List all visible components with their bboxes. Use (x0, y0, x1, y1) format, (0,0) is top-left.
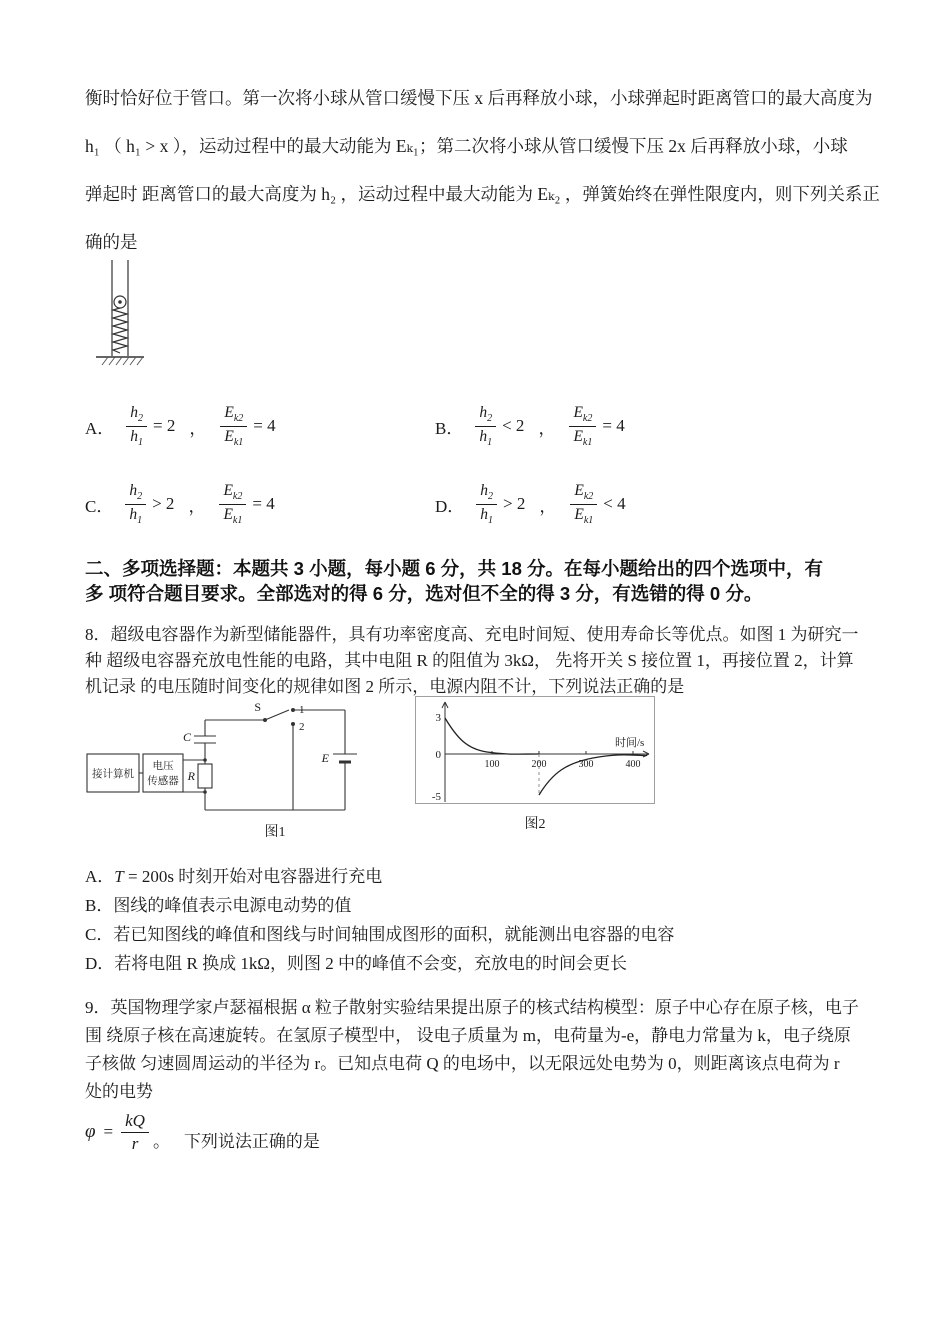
y-tick-3: 3 (435, 712, 441, 724)
resistor-label: R (187, 769, 195, 783)
voltage-time-graph (415, 696, 655, 833)
circuit-figure (85, 700, 375, 841)
x-tick-400: 400 (625, 759, 641, 770)
q7-option-c (85, 478, 435, 530)
position-1-label: 1 (299, 704, 305, 716)
computer-box-label: 接计算机 (92, 769, 134, 780)
x-tick-200: 200 (531, 759, 547, 770)
fraction-h2-h1: $\frac{h_2}{h_1}$ (126, 404, 147, 448)
q8-stem (85, 622, 890, 700)
x-tick-100: 100 (484, 759, 500, 770)
fraction-ek2-ek1: $\frac{E_{k2}}{E_{k1}}$ (570, 482, 597, 526)
switch-pivot (263, 718, 267, 722)
option-label: B． (435, 418, 464, 438)
graph-frame (416, 697, 655, 804)
fraction-ek2-ek1: $\frac{E_{k2}}{E_{k1}}$ (219, 482, 246, 526)
q9-stem-line-4: 处的电势 (85, 1082, 153, 1101)
fraction-kq-r: $\frac{kQ}{r}$ (121, 1111, 149, 1153)
x-axis-label: 时间/s (615, 737, 645, 749)
sensor-label-line1: 电压 (152, 761, 174, 772)
relation: = 2 (153, 416, 176, 435)
q7-stem-line-3: 弹起时 距离管口的最大高度为 h₂ ，运动过程中最大动能为 Eₖ₂ ，弹簧始终在弹性限度内，则下列关系正 (85, 184, 880, 204)
spring-icon (113, 308, 127, 353)
relation: = 4 (252, 494, 275, 513)
q8-stem-line-1: 8．超级电容器作为新型储能器件，具有功率密度高、充电时间短、使用寿命长等优点。如图 1 为研究一 (85, 625, 859, 644)
relation: < 2 (502, 416, 525, 435)
option-label: A． (85, 418, 115, 438)
phi-symbol: φ (85, 1121, 96, 1142)
comma: ， (189, 418, 207, 438)
q8-option-b: B．图线的峰值表示电源电动势的值 (85, 896, 352, 915)
q9-stem-line-1: 9．英国物理学家卢瑟福根据 α 粒子散射实验结果提出原子的核式结构模型：原子中心存在原子核，电子 (85, 998, 859, 1017)
contact-1 (291, 708, 295, 712)
charge-curve (445, 718, 539, 754)
comma: ， (188, 496, 206, 516)
q8-options (85, 862, 890, 978)
base-hatching (102, 357, 143, 365)
q8-option-c: C．若已知图线的峰值和图线与时间轴围成图形的面积，就能测出电容器的电容 (85, 925, 675, 944)
section-2-header-line-2: 多 项符合题目要求。全部选对的得 6 分，选对但不全的得 3 分，有选错的得 0 分。 (85, 583, 763, 604)
contact-2 (291, 722, 295, 726)
comma: ， (539, 496, 557, 516)
position-2-label: 2 (299, 721, 305, 733)
q8-option-d: D．若将电阻 R 换成 1kΩ，则图 2 中的峰值不会变，充放电的时间会更长 (85, 954, 628, 973)
q7-option-d (435, 478, 825, 530)
fraction-h2-h1: $\frac{h_2}{h_1}$ (125, 482, 146, 526)
q7-stem-line-4: 确的是 (85, 232, 138, 252)
x-tick-300: 300 (578, 759, 594, 770)
q9-formula (85, 1106, 320, 1158)
sensor-label-line2: 传感器 (147, 776, 179, 787)
equals-sign: = (103, 1122, 114, 1141)
fraction-ek2-ek1: $\frac{E_{k2}}{E_{k1}}$ (220, 404, 247, 448)
resistor-symbol (198, 764, 212, 788)
q8-option-a: A．T = 200s 时刻开始对电容器进行充电 (85, 867, 383, 886)
q7-options (85, 400, 825, 530)
comma: ， (538, 418, 556, 438)
tube-spring-figure (92, 258, 148, 370)
switch-blade (265, 710, 289, 720)
figure-2-caption: 图2 (524, 817, 546, 832)
section-2-header-line-1: 二、多项选择题：本题共 3 小题，每小题 6 分，共 18 分。在每小题给出的四个选项中，有 (85, 558, 823, 579)
relation: < 4 (603, 494, 626, 513)
y-tick-neg5: -5 (431, 791, 441, 803)
option-label: C． (85, 496, 114, 516)
relation: > 2 (152, 494, 175, 513)
capacitor-label: C (182, 730, 191, 744)
q9-stem (85, 994, 890, 1106)
option-label: D． (435, 496, 465, 516)
q7-stem (85, 74, 880, 266)
switch-label: S (254, 700, 261, 714)
q7-stem-line-1: 衡时恰好位于管口。第一次将小球从管口缓慢下压 x 后再释放小球，小球弹起时距离管口的最大高度为 (85, 88, 873, 108)
q9-formula-after-text: 下列说法正确的是 (183, 1132, 320, 1151)
q8-stem-line-3: 机记录 的电压随时间变化的规律如图 2 所示，电源内阻不计，下列说法正确的是 (85, 677, 685, 696)
q7-stem-line-2: h₁ （ h₁ > x ），运动过程中的最大动能为 Eₖ₁；第二次将小球从管口缓慢下压 2x 后再释放小球，小球 (85, 136, 848, 156)
section-2-header (85, 556, 895, 606)
relation: = 4 (602, 416, 625, 435)
q9-stem-line-2: 围 绕原子核在高速旋转。在氢原子模型中， 设电子质量为 m，电荷量为-e，静电力常量为 k，电子绕原 (85, 1026, 851, 1045)
ball-center-dot (118, 300, 122, 304)
period: 。 (152, 1132, 170, 1151)
battery-label: E (321, 751, 329, 765)
figure-1-caption: 图1 (264, 825, 286, 840)
q7-option-a (85, 400, 435, 452)
y-tick-0: 0 (435, 749, 441, 761)
fraction-h2-h1: $\frac{h_2}{h_1}$ (476, 482, 497, 526)
fraction-h2-h1: $\frac{h_2}{h_1}$ (475, 404, 496, 448)
fraction-ek2-ek1: $\frac{E_{k2}}{E_{k1}}$ (569, 404, 596, 448)
q9-stem-line-3: 子核做 匀速圆周运动的半径为 r。已知点电荷 Q 的电场中，以无限远处电势为 0，则距离该点电荷为 r (85, 1054, 840, 1073)
q7-option-b (435, 400, 825, 452)
relation: = 4 (253, 416, 276, 435)
relation: > 2 (503, 494, 526, 513)
q8-stem-line-2: 种 超级电容器充放电性能的电路，其中电阻 R 的阻值为 3kΩ， 先将开关 S 接位置 1，再接位置 2，计算 (85, 651, 854, 670)
